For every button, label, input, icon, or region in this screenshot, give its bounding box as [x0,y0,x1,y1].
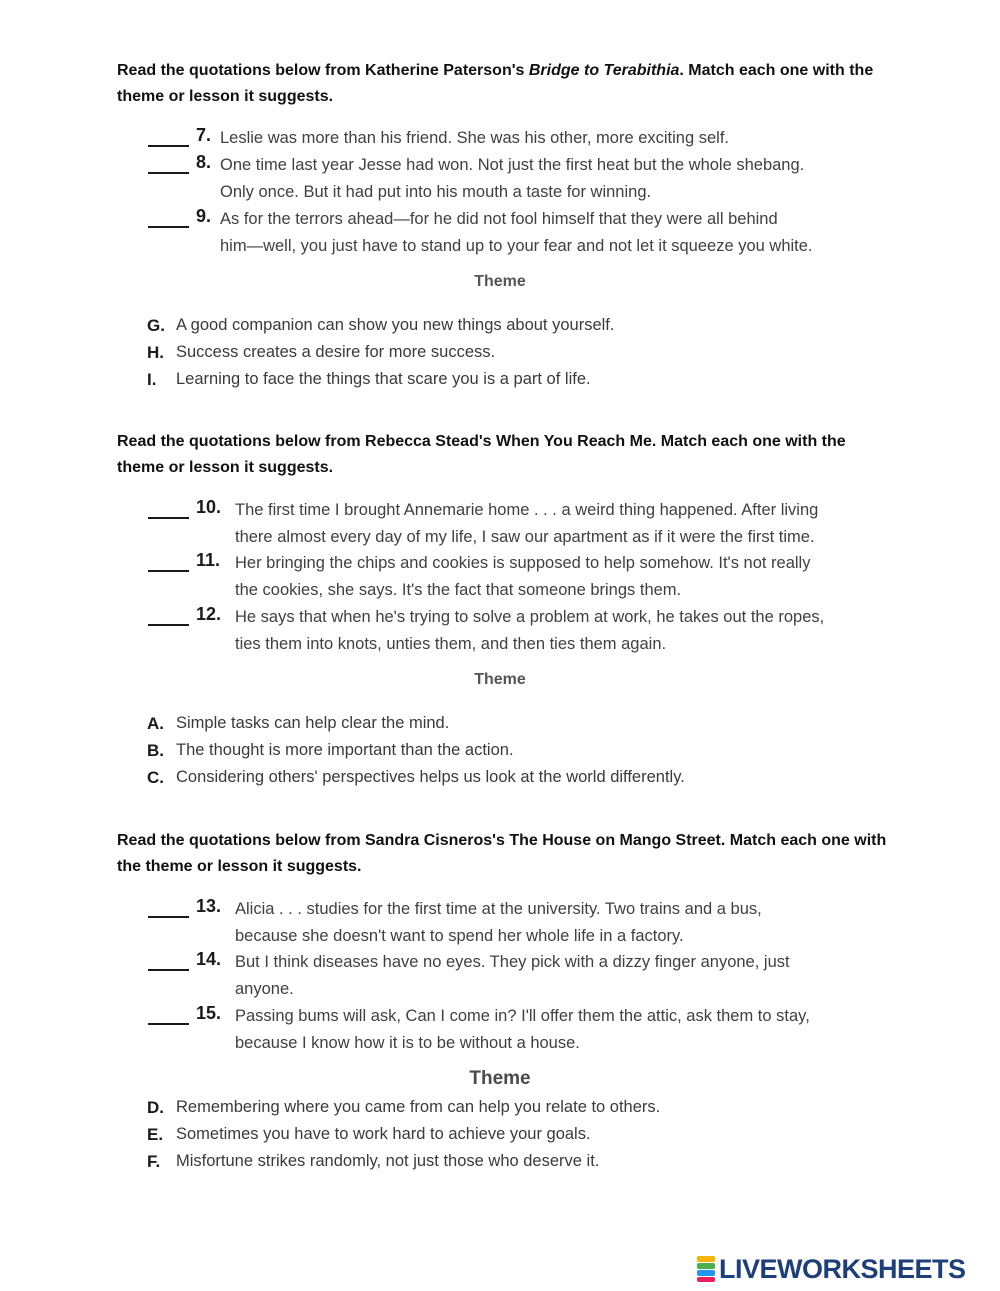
quote-text: Passing bums will ask, Can I come in? I'll offer them the attic, ask them to stay, because I know how it is to be without a house. [235,1007,810,1052]
quote-text: One time last year Jesse had won. Not just the first heat but the whole shebang. Only once. But it had put into his mouth a taste for winning. [220,156,805,201]
logo-text: LIVEWORKSHEETS [719,1253,966,1284]
quote-text: The first time I brought Annemarie home . . . a weird thing happened. After living there almost every day of my life, I saw our apartment as if it were the first time. [235,501,819,546]
section3-instruction: Read the quotations below from Sandra Cisneros's The House on Mango Street. Match each one with the theme or lesson it suggests. [117,832,887,875]
quote-text: Alicia . . . studies for the first time at the university. Two trains and a bus, because she doesn't want to spend her whole life in a factory. [235,900,762,945]
liveworksheets-logo [697,1252,966,1286]
section1-instruction: Read the quotations below from Katherine Paterson's Bridge to Terabithia. Match each one with the theme or lesson it suggests. [117,62,874,105]
quote-text: He says that when he's trying to solve a problem at work, he takes out the ropes, ties them into knots, unties them, and then ties them again. [235,608,825,653]
quote-text: Leslie was more than his friend. She was his other, more exciting self. [220,129,729,147]
section2-instruction: Read the quotations below from Rebecca Stead's When You Reach Me. Match each one with the theme or lesson it suggests. [117,433,846,476]
logo-icon [697,1256,715,1282]
theme-heading: Theme [474,273,526,290]
quote-text: But I think diseases have no eyes. They pick with a dizzy finger anyone, just anyone. [235,953,790,998]
worksheet-page: Read the quotations below from Katherine Paterson's Bridge to Terabithia. Match each one with the theme or lesson it suggests. 7. Leslie was more than his friend. She was his other, more exciting self. 8. One time last year Jesse had won. Not just the first heat but the whole shebang. Only once. But it had put into his mouth a taste for winning. 9. As for the terrors ahead—for he did not fool himself that they were all behind him—well, you just have to stand up to your fear and not let it squeeze you white. Theme G. A good companion can show you new things about yourself. H. Success creates a desire for more success. I. Learning to face the things that scare you is a part of life. Read the quotations below from Rebecca Stead's When You Reach Me. Match each one with the theme or lesson it suggests. 10. The first time I brought Annemarie home . . . a weird thing happened. After living there almost every day of my life, I saw our apartment as if it were the first time. 11. Her bringing the chips and cookies is supposed to help somehow. It's not really the cookies, she says. It's the fact that someone brings them. 12. He says that when he's trying to solve a problem at work, he takes out the ropes, ties them into knots, unties them, and then ties them again. Theme A. Simple tasks can help clear the mind. B. The thought is more important than the action. C. Considering others' perspectives helps us look at the world differently. Read the quotations below from Sandra Cisneros's The House on Mango Street. Match each one with the theme or lesson it suggests. 13. Alicia . . . studies for the first time at the university. Two trains and a bus, because she doesn't want to spend her whole life in a factory. 14. But I think diseases have no eyes. They pick with a dizzy finger anyone, just anyone. 15. Passing bums will ask, Can I come in? I'll offer them the attic, ask them to stay, because I know how it is to be without a house. Theme D. Remembering where you came from can help you relate to others. E. Sometimes you have to work hard to achieve your goals. F. Misfortune strikes randomly, not just those who deserve it. LIVEWORKSHEETS [0,0,1000,1291]
theme-heading: Theme [474,671,526,688]
quote-text: Her bringing the chips and cookies is supposed to help somehow. It's not really the cookies, she says. It's the fact that someone brings them. [235,554,811,599]
theme-heading: Theme [469,1068,531,1089]
quote-text: As for the terrors ahead—for he did not fool himself that they were all behind him—well, you just have to stand up to your fear and not let it squeeze you white. [220,210,813,255]
